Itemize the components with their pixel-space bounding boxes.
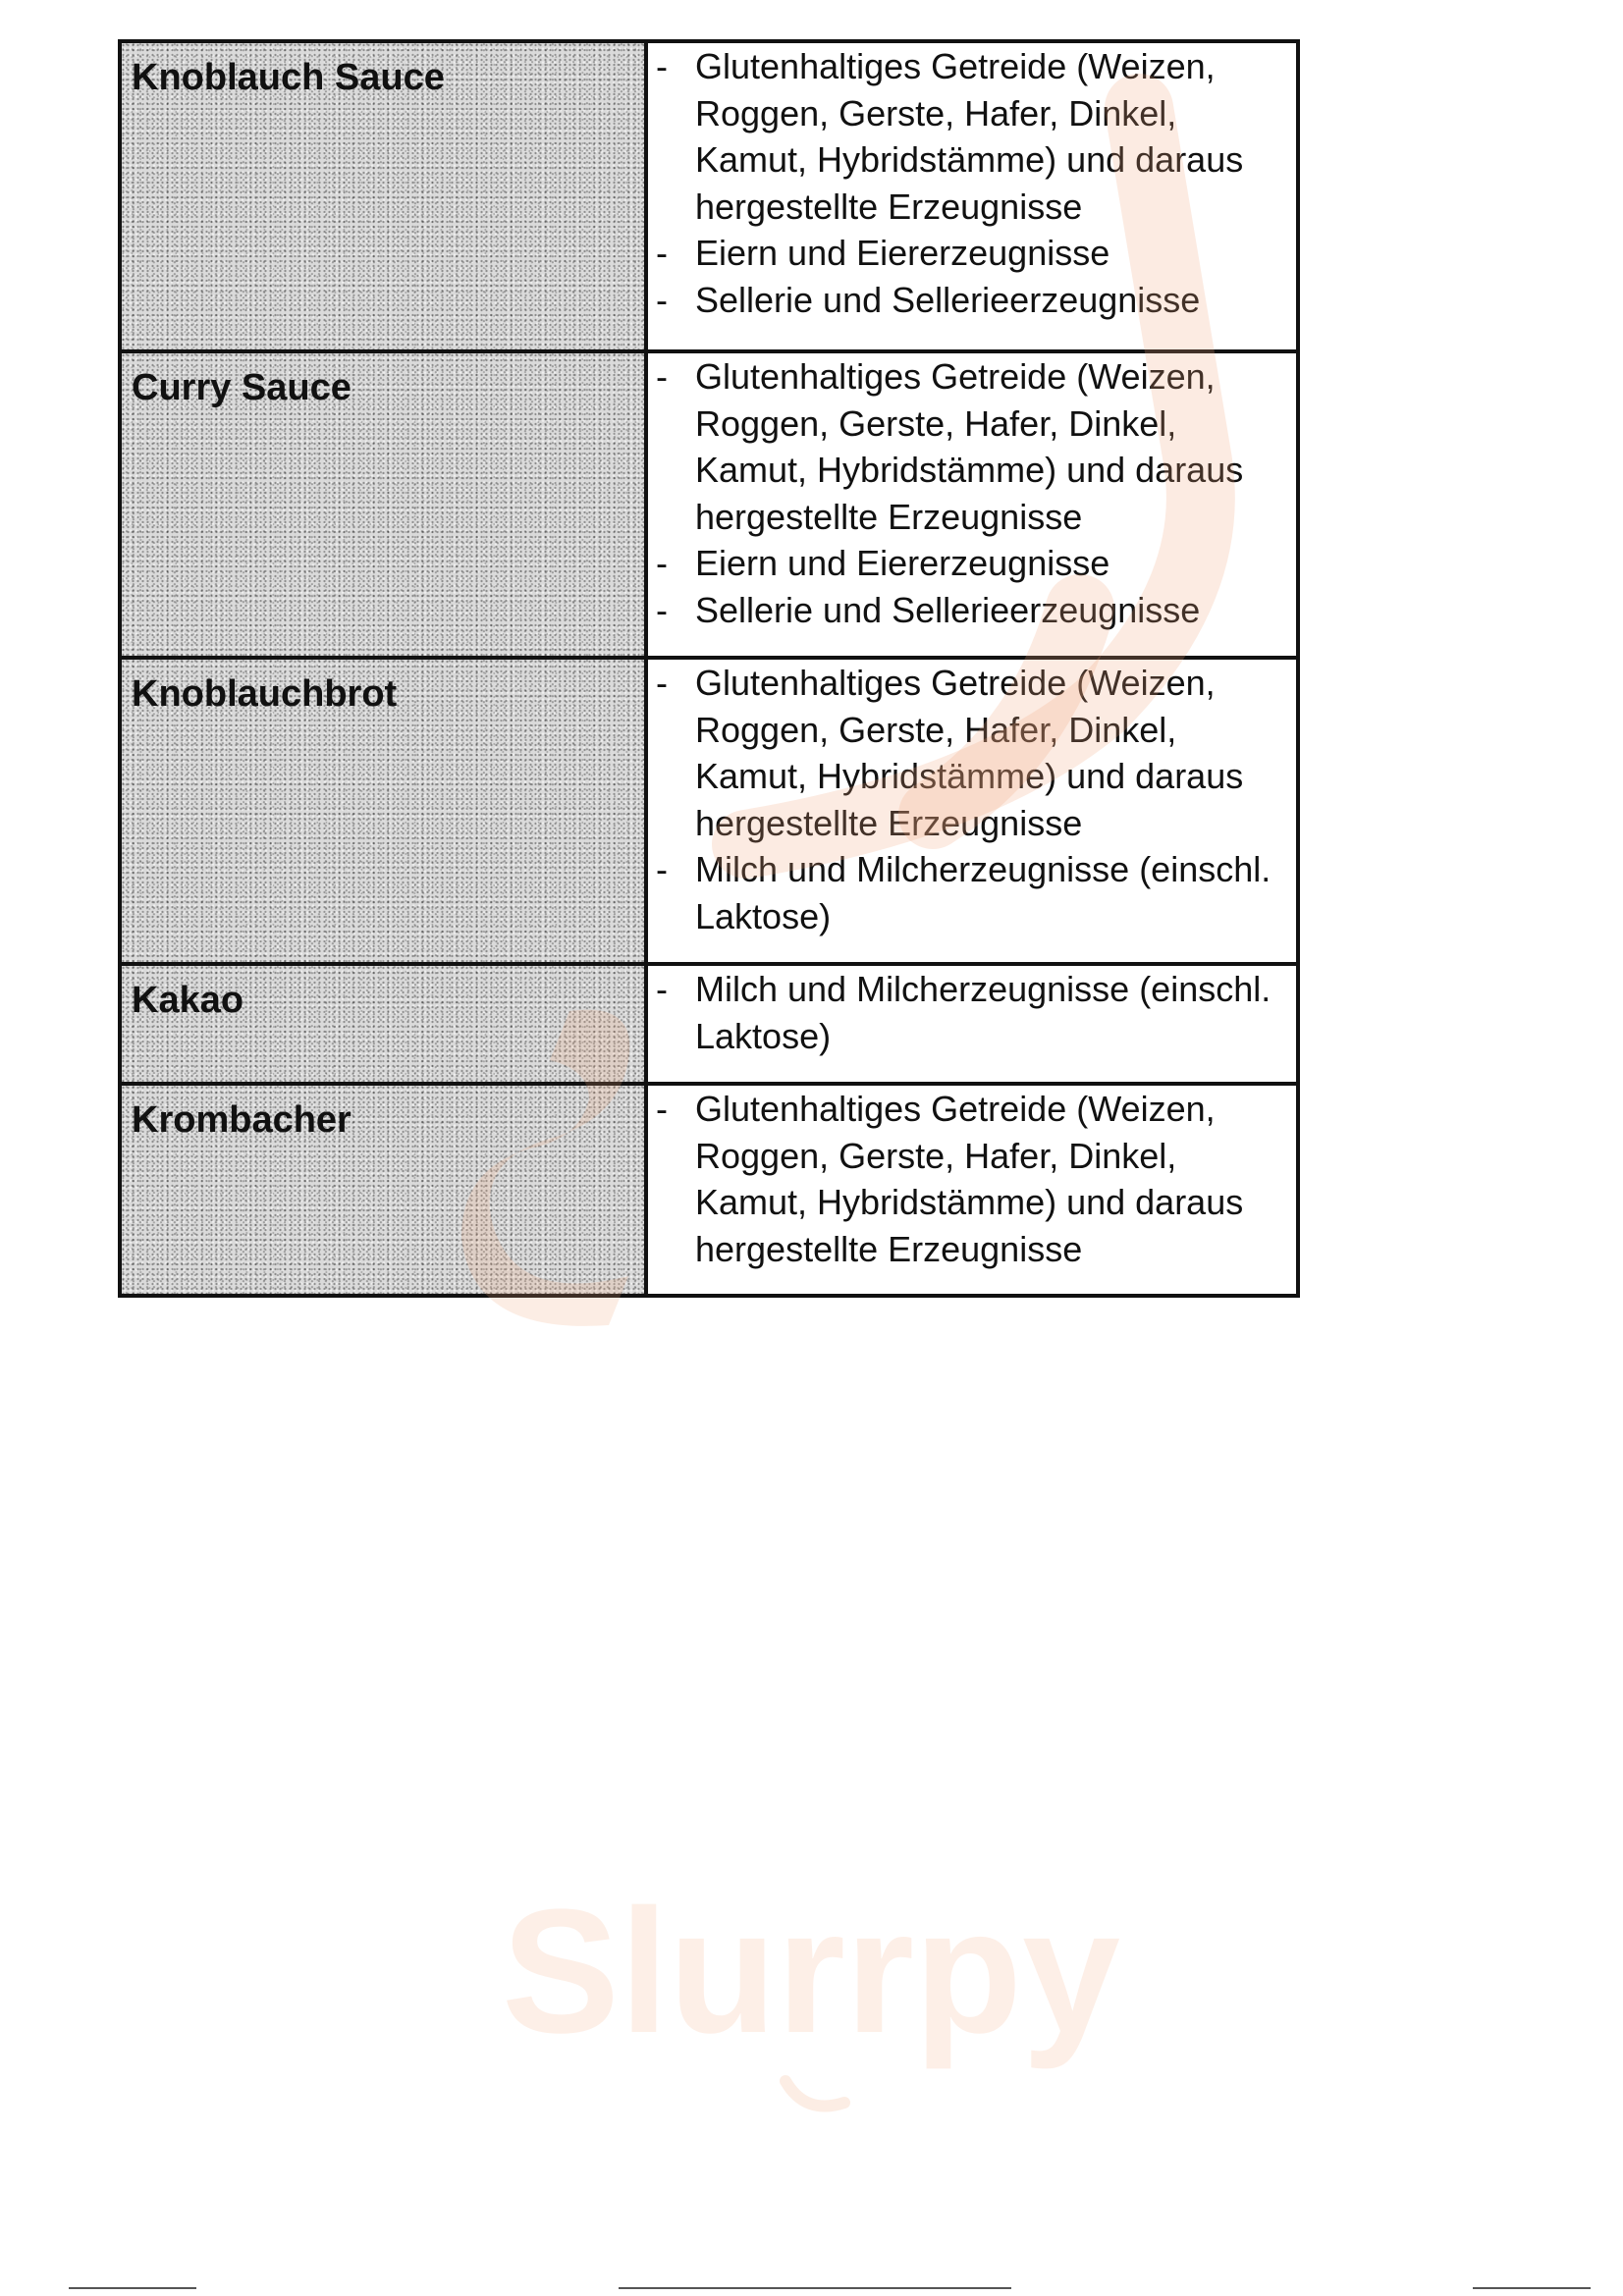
table-row	[120, 964, 1298, 1084]
table-row	[120, 41, 1298, 351]
scan-artifact-line	[69, 2287, 196, 2289]
allergen-list	[648, 353, 1296, 633]
dish-cell	[120, 351, 646, 658]
list-item: - Eiern und Eiererzeugnisse	[648, 230, 1296, 277]
allergen-cell	[646, 41, 1298, 351]
allergen-cell	[646, 1084, 1298, 1296]
list-item: - Glutenhaltiges Getreide (Weizen, Roggen, Gerste, Hafer, Dinkel, Kamut, Hybridstämme) und daraus hergestellte Erzeugnisse	[648, 1086, 1296, 1272]
list-item: - Eiern und Eiererzeugnisse	[648, 540, 1296, 587]
dish-cell	[120, 964, 646, 1084]
allergen-list	[648, 966, 1296, 1059]
dish-name: Curry Sauce	[132, 367, 352, 408]
dish-cell	[120, 1084, 646, 1296]
list-item: - Sellerie und Sellerieerzeugnisse	[648, 587, 1296, 634]
allergen-cell	[646, 351, 1298, 658]
list-item: - Milch und Milcherzeugnisse (einschl. Laktose)	[648, 846, 1296, 939]
allergen-list	[648, 43, 1296, 323]
scan-artifact-line	[1473, 2287, 1591, 2289]
list-item: - Milch und Milcherzeugnisse (einschl. Laktose)	[648, 966, 1296, 1059]
dish-cell	[120, 658, 646, 964]
allergen-list	[648, 660, 1296, 939]
allergen-list	[648, 1086, 1296, 1272]
scan-artifact-line	[619, 2287, 1011, 2289]
dish-name: Kakao	[132, 980, 244, 1021]
dish-name: Knoblauchbrot	[132, 673, 398, 715]
list-item: - Sellerie und Sellerieerzeugnisse	[648, 277, 1296, 324]
table-row	[120, 658, 1298, 964]
list-item: - Glutenhaltiges Getreide (Weizen, Roggen, Gerste, Hafer, Dinkel, Kamut, Hybridstämme) und daraus hergestellte Erzeugnisse	[648, 353, 1296, 540]
list-item: - Glutenhaltiges Getreide (Weizen, Roggen, Gerste, Hafer, Dinkel, Kamut, Hybridstämme) und daraus hergestellte Erzeugnisse	[648, 660, 1296, 846]
allergen-cell	[646, 658, 1298, 964]
table-row	[120, 351, 1298, 658]
dish-name: Knoblauch Sauce	[132, 57, 445, 98]
watermark-brand: Slurrpy	[501, 1873, 1121, 2070]
allergen-table	[118, 39, 1300, 1298]
dish-cell	[120, 41, 646, 351]
list-item: - Glutenhaltiges Getreide (Weizen, Roggen, Gerste, Hafer, Dinkel, Kamut, Hybridstämme) und daraus hergestellte Erzeugnisse	[648, 43, 1296, 230]
slurrpy-watermark-text	[0, 1845, 1623, 2140]
table-row	[120, 1084, 1298, 1296]
allergen-cell	[646, 964, 1298, 1084]
dish-name: Krombacher	[132, 1099, 352, 1141]
